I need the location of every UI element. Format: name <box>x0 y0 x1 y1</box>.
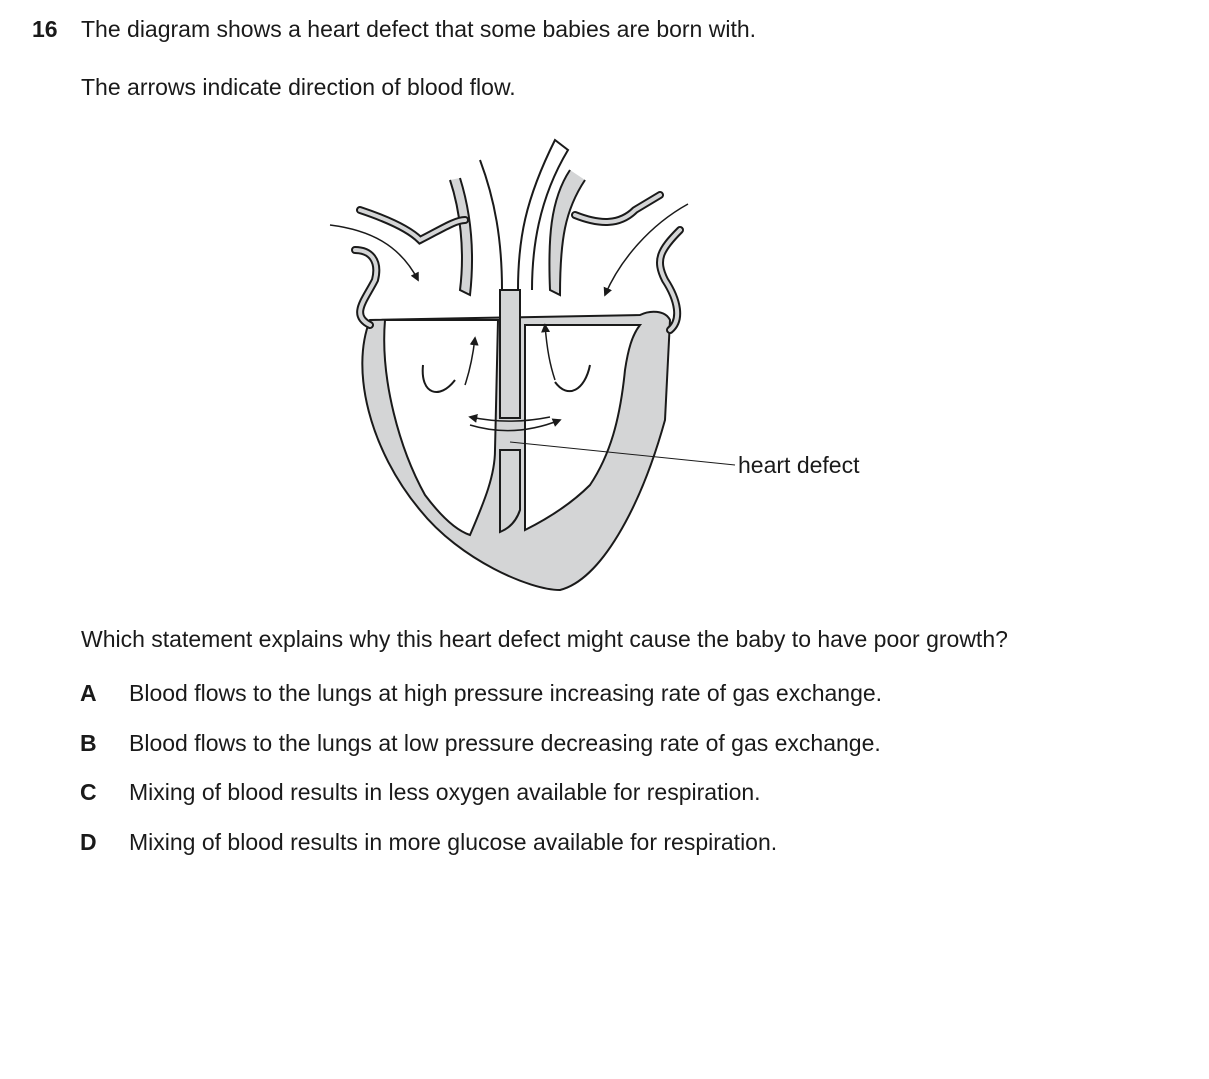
vena-cava-vessel <box>549 170 585 295</box>
pulmonary-artery-vessel <box>450 178 472 295</box>
option-letter: C <box>80 779 97 805</box>
upper-septum <box>500 290 520 418</box>
question-intro: The diagram shows a heart defect that some babies are born with. <box>81 16 757 42</box>
option-text: Blood flows to the lungs at low pressure decreasing rate of gas exchange. <box>129 730 881 756</box>
option-text: Mixing of blood results in less oxygen available for respiration. <box>129 779 761 805</box>
option-letter: A <box>80 680 97 706</box>
question-number: 16 <box>32 16 58 42</box>
question-note: The arrows indicate direction of blood flow. <box>81 74 516 100</box>
option-text: Blood flows to the lungs at high pressure increasing rate of gas exchange. <box>129 680 883 706</box>
option-letter: D <box>80 829 97 855</box>
heart-diagram <box>310 120 910 610</box>
option-letter: B <box>80 730 97 756</box>
option-text: Mixing of blood results in more glucose available for respiration. <box>129 829 778 855</box>
heart-defect-label: heart defect <box>738 452 860 478</box>
question-prompt: Which statement explains why this heart defect might cause the baby to have poor growth? <box>81 626 1008 652</box>
left-pulmonary-vein-inner <box>360 210 465 240</box>
